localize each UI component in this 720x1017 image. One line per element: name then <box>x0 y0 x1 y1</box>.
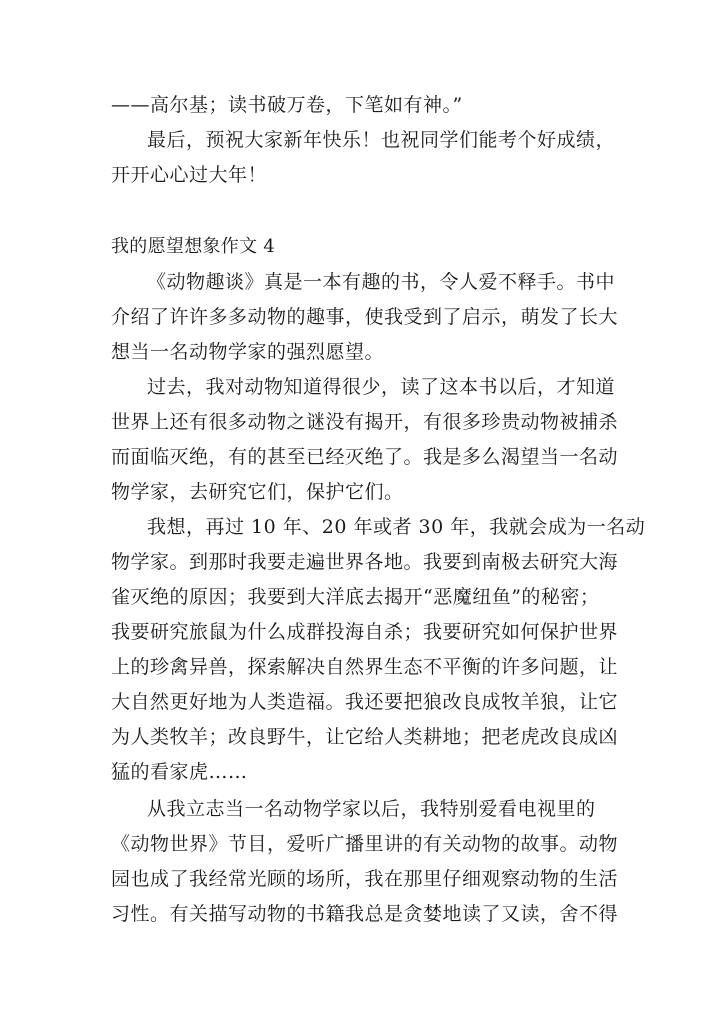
paragraph-line: 《动物世界》节目，爱听广播里讲的有关动物的故事。动物 <box>111 833 619 855</box>
paragraph-line: 我想，再过 10 年、20 年或者 30 年，我就会成为一名动 <box>147 516 646 538</box>
paragraph-line: 我要研究旅鼠为什么成群投海自杀；我要研究如何保护世界 <box>111 621 619 643</box>
paragraph-line: 为人类牧羊；改良野牛，让它给人类耕地；把老虎改良成凶 <box>111 726 619 748</box>
paragraph-line: 上的珍禽异兽，探索解决自然界生态不平衡的许多问题，让 <box>111 656 619 678</box>
quote-attribution-line: ——高尔基；读书破万卷，下笔如有神。” <box>111 94 463 116</box>
paragraph-line: 想当一名动物学家的强烈愿望。 <box>111 341 385 363</box>
paragraph-line: 物学家，去研究它们，保护它们。 <box>111 481 404 503</box>
paragraph-line: 物学家。到那时我要走遍世界各地。我要到南极去研究大海 <box>111 551 619 573</box>
paragraph-line: 介绍了许许多多动物的趣事，使我受到了启示，萌发了长大 <box>111 306 619 328</box>
paragraph-line: 园也成了我经常光顾的场所，我在那里仔细观察动物的生活 <box>111 868 619 890</box>
closing-line-continued: 开开心心过大年！ <box>111 164 268 186</box>
paragraph-line: 从我立志当一名动物学家以后，我特别爱看电视里的 <box>147 798 596 820</box>
section-title: 我的愿望想象作文 4 <box>111 236 276 257</box>
paragraph-line: 《动物趣谈》真是一本有趣的书，令人爱不释手。书中 <box>147 271 616 293</box>
paragraph-line: 过去，我对动物知道得很少，读了这本书以后，才知道 <box>147 376 616 398</box>
paragraph-line: 而面临灭绝，有的甚至已经灭绝了。我是多么渴望当一名动 <box>111 446 619 468</box>
paragraph-line: 大自然更好地为人类造福。我还要把狼改良成牧羊狼，让它 <box>111 691 619 713</box>
paragraph-line: 雀灭绝的原因；我要到大洋底去揭开“恶魔纽鱼”的秘密； <box>111 586 600 608</box>
paragraph-line: 世界上还有很多动物之谜没有揭开，有很多珍贵动物被捕杀 <box>111 411 619 433</box>
closing-line: 最后，预祝大家新年快乐！也祝同学们能考个好成绩， <box>147 129 616 151</box>
paragraph-line: 习性。有关描写动物的书籍我总是贪婪地读了又读，舍不得 <box>111 903 619 925</box>
paragraph-line: 猛的看家虎…… <box>111 761 248 783</box>
